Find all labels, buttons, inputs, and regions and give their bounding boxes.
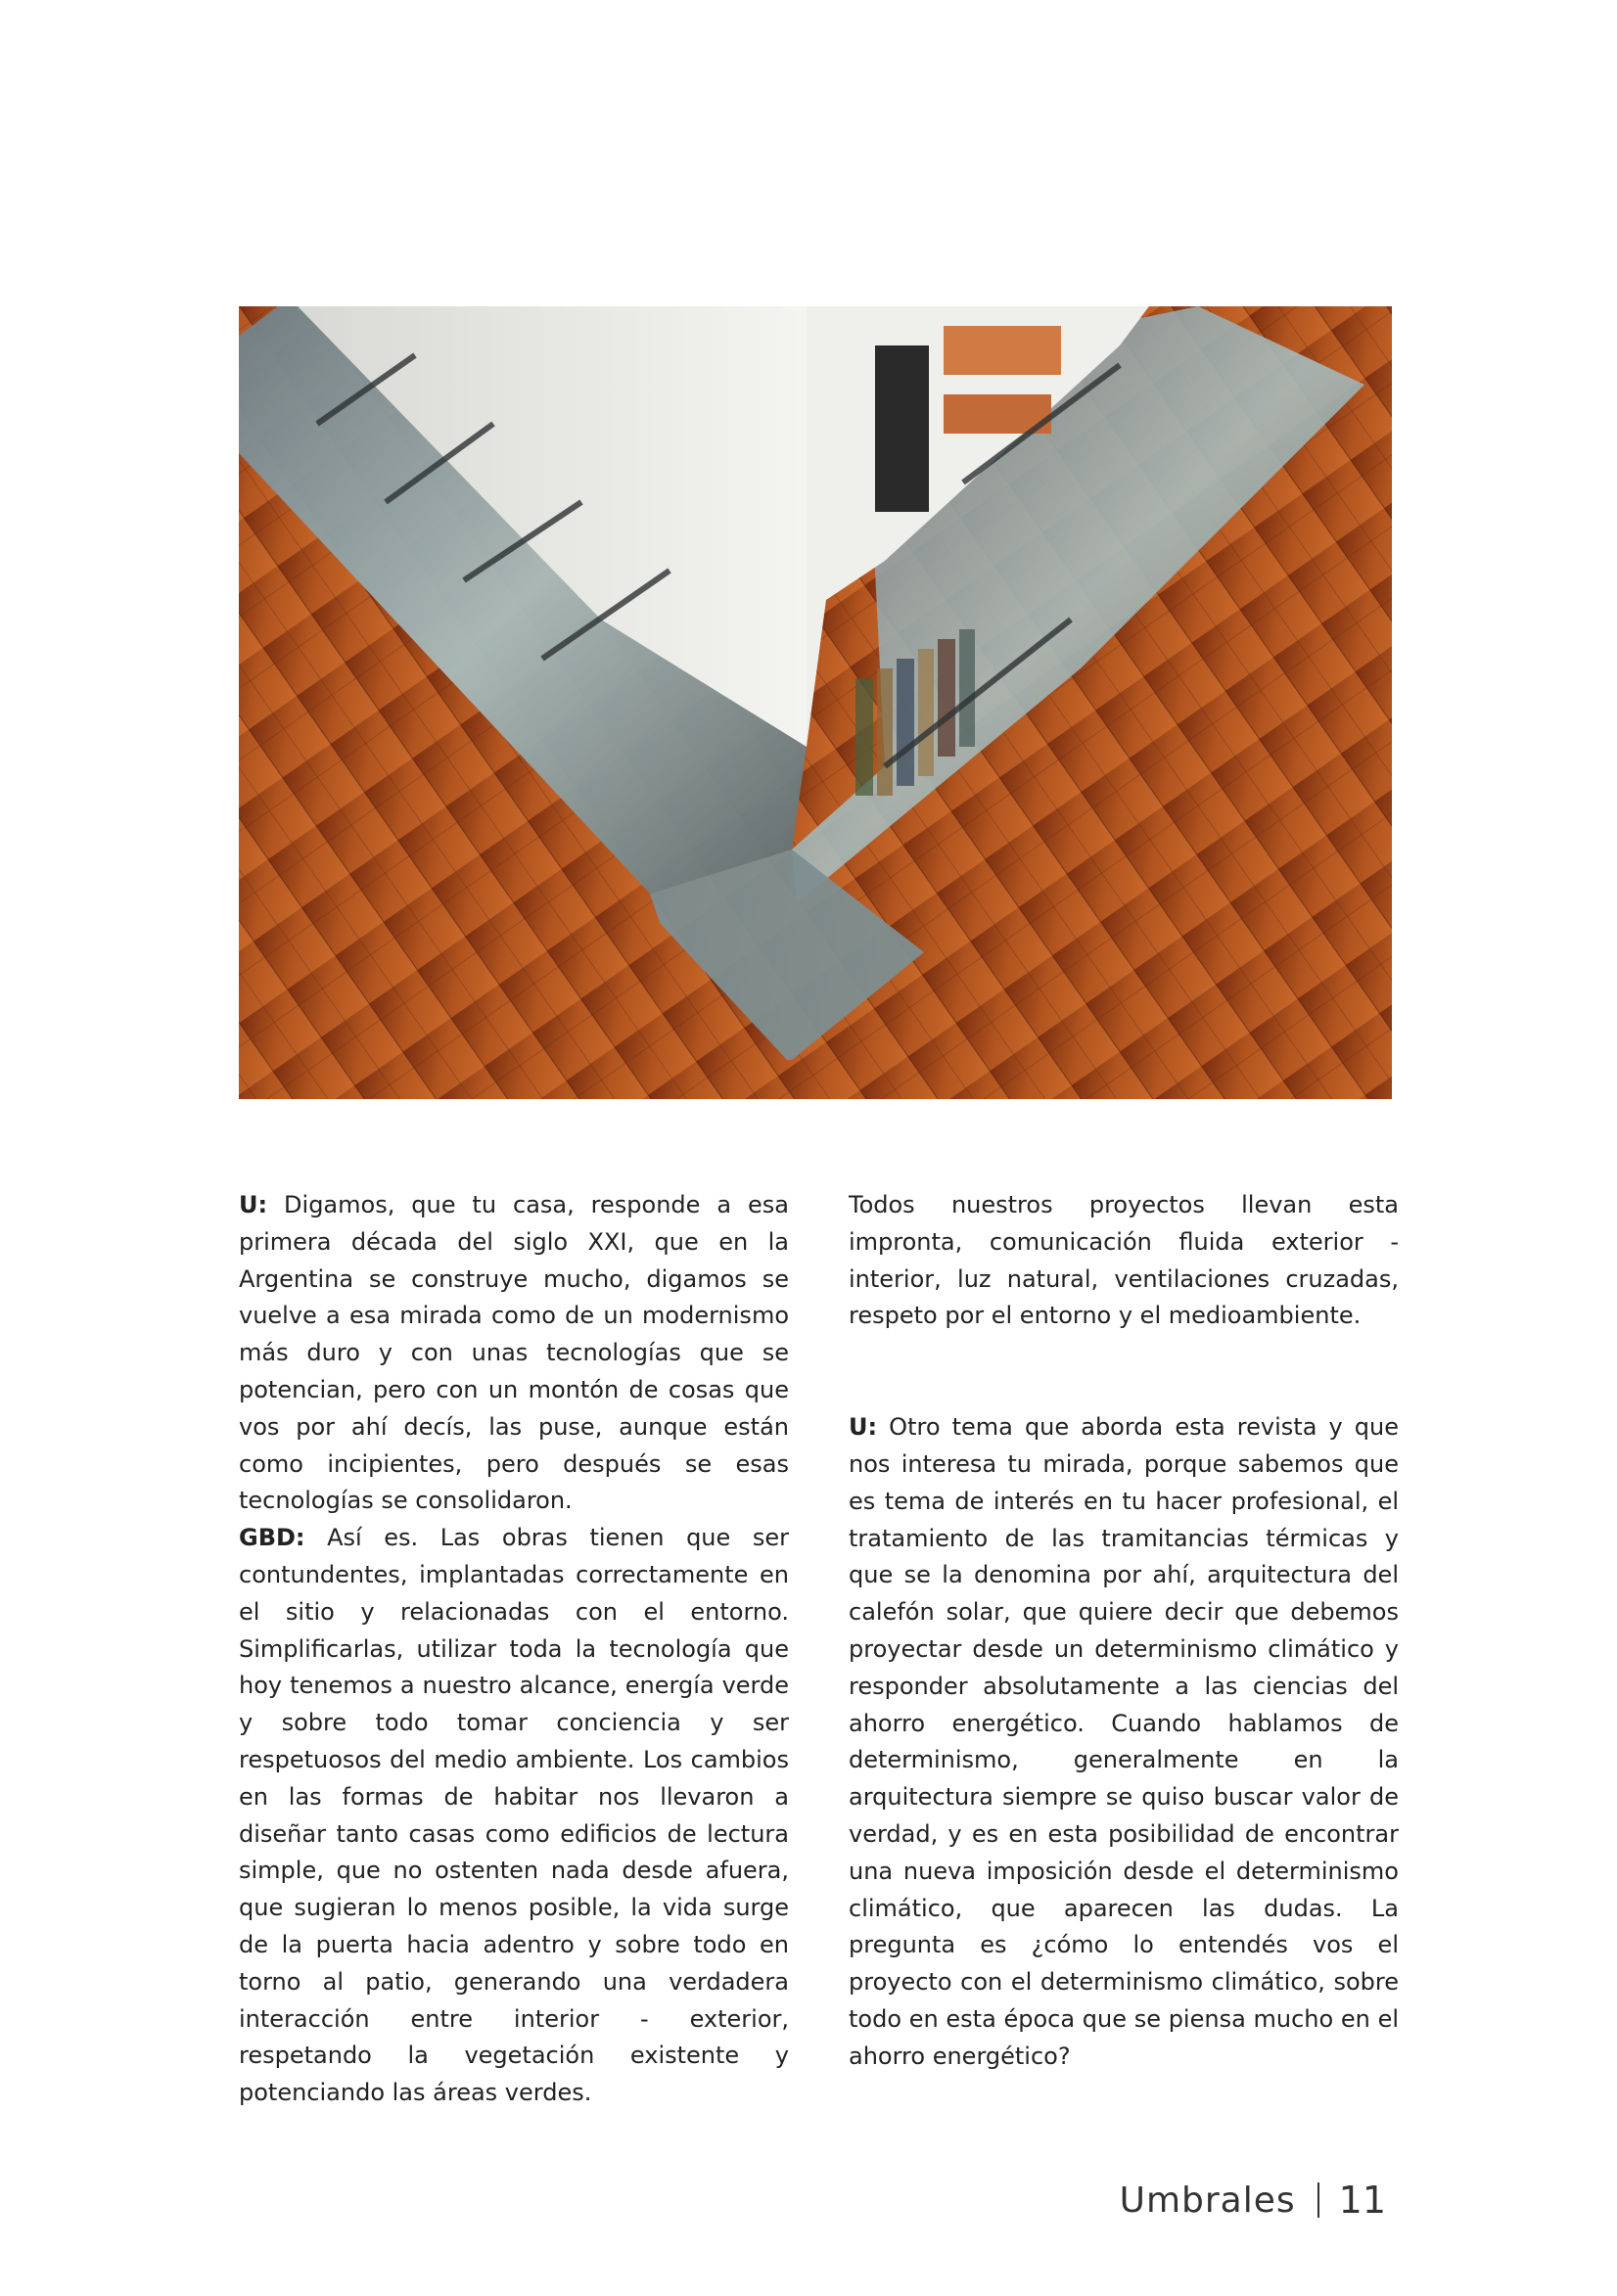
page-number: 11 <box>1338 2179 1386 2222</box>
paragraph-text: Digamos, que tu casa, responde a esa primera década del siglo XXI, que en la Argentina se construye mucho, digamos se vuelve a esa mirada como de un modernismo más duro y con unas tecnologías que se potencian, pero con un montón de cosas que vos por ahí decís, las puse, aunque están como incipientes, pero después se esas tecnologías se consolidaron. <box>239 1191 789 1515</box>
footer-divider <box>1317 2182 1319 2218</box>
magazine-name: Umbrales <box>1119 2180 1296 2221</box>
paragraph-text: Otro tema que aborda esta revista y que nos interesa tu mirada, porque sabemos que es tema de interés en tu hacer profesional, el tratamiento de las tramitancias térmicas y que se la denomina por ahí, arquitectura del calefón solar, que quiere decir que debemos proyectar desde un determinismo climático y responder absolutamente a las ciencias del ahorro energético. Cuando hablamos de determinismo, generalmente en la arquitectura siempre se quiso buscar valor de verdad, y es en esta posibilidad de encontrar una nueva imposición desde el determinismo climático, que aparecen las dudas. La pregunta es ¿cómo lo entendés vos el proyecto con el determinismo climático, sobre todo en esta época que se piensa mucho en el ahorro energético? <box>849 1413 1399 2070</box>
interview-paragraph <box>849 1187 1399 1335</box>
paragraph-text: Todos nuestros proyectos llevan esta impronta, comunicación fluida exterior - interior, luz natural, ventilaciones cruzadas, respeto por el entorno y el medioambiente. <box>849 1191 1399 1330</box>
interview-paragraph <box>849 1409 1399 2075</box>
interview-paragraph <box>239 1187 789 1520</box>
speaker-label: U: <box>849 1413 878 1442</box>
page-footer <box>1120 2179 1386 2222</box>
speaker-label: GBD: <box>239 1524 305 1552</box>
interview-paragraph <box>239 1520 789 2112</box>
interior-photo <box>239 306 1392 1099</box>
paragraph-text: Así es. Las obras tienen que ser contundentes, implantadas correctamente en el sitio y relacionadas con el entorno. Simplificarlas, utilizar toda la tecnología que hoy tenemos a nuestro alcance, energía verde y sobre todo tomar conciencia y ser respetuosos del medio ambiente. Los cambios en las formas de habitar nos llevaron a diseñar tanto casas como edificios de lectura simple, que no ostenten nada desde afuera, que sugieran lo menos posible, la vida surge de la puerta hacia adentro y sobre todo en torno al patio, generando una verdadera interacción entre interior - exterior, respetando la vegetación existente y potenciando las áreas verdes. <box>239 1524 789 2107</box>
glass-floor-photo-icon <box>239 306 1392 1099</box>
left-column <box>239 1187 789 2112</box>
speaker-label: U: <box>239 1191 268 1218</box>
right-column <box>849 1187 1399 2076</box>
